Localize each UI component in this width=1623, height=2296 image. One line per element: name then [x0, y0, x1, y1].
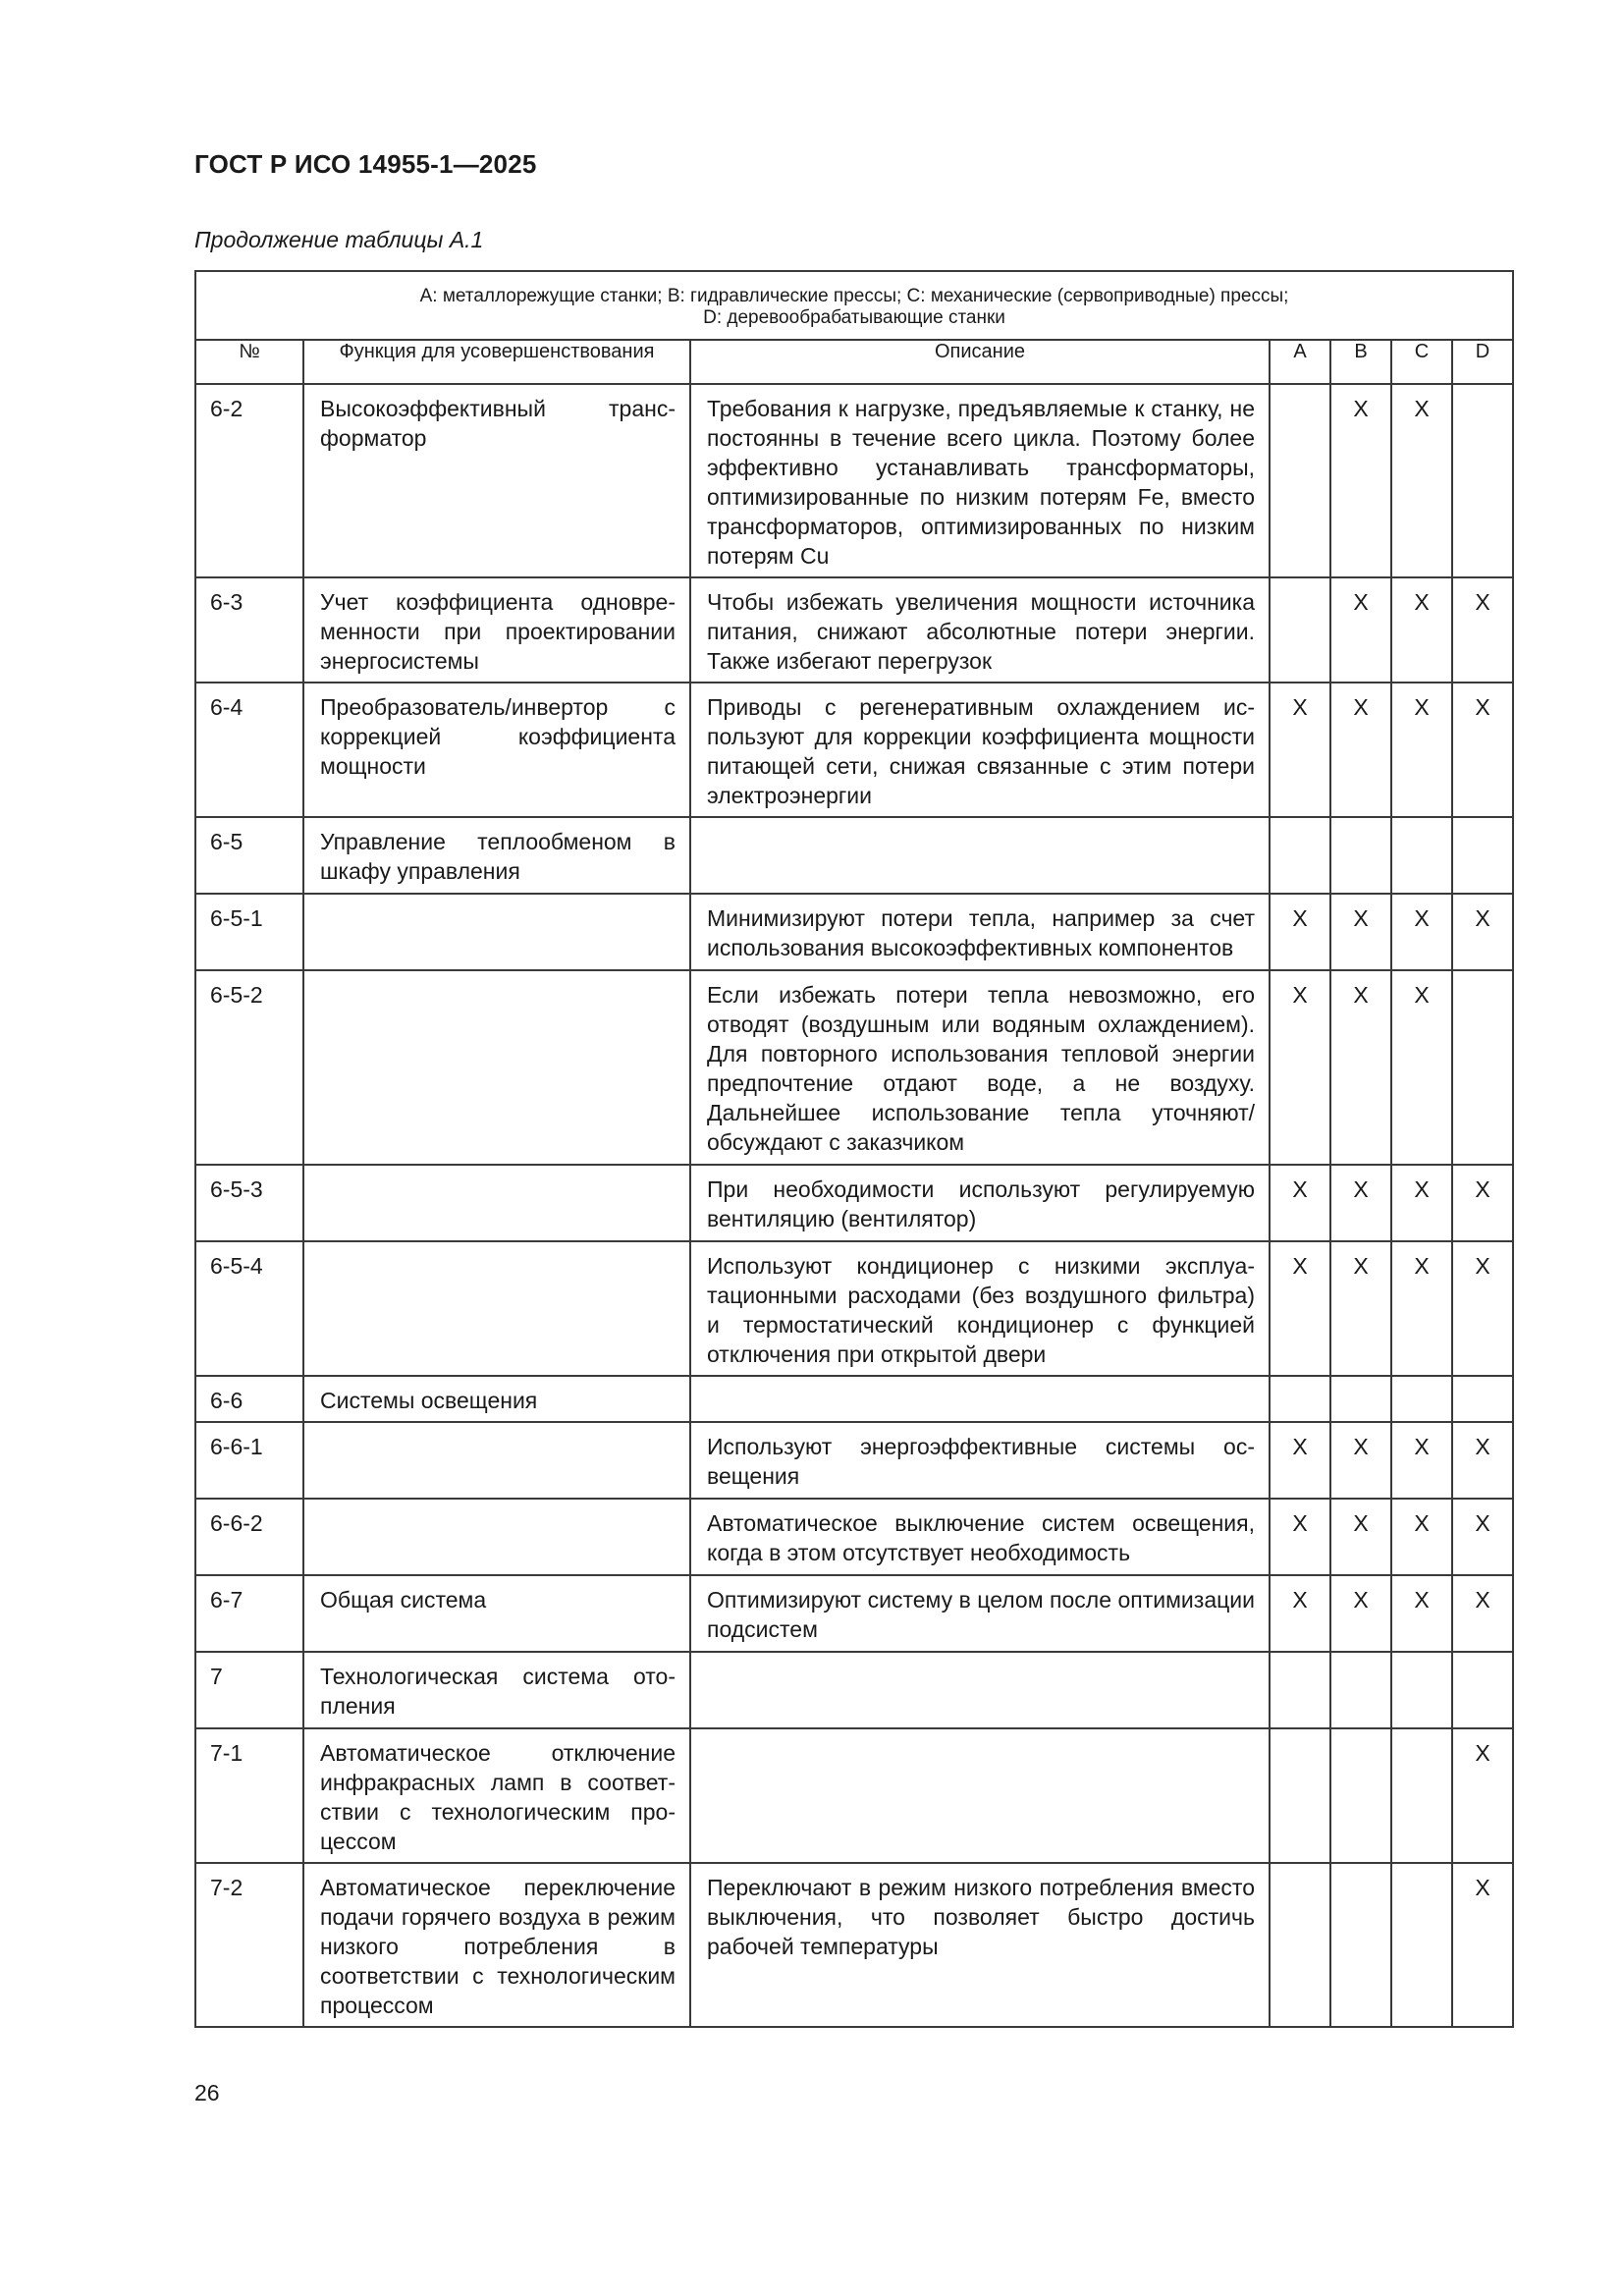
row-function-cell [303, 1376, 690, 1422]
mark-b: X [1353, 694, 1369, 720]
row-function: Технологическая система отопления [320, 1664, 676, 1719]
table-row [195, 384, 1513, 577]
legend-line-1: А: металлорежущие станки; В: гидравлические прессы; С: механические (сервоприводные) прессы; [419, 286, 1289, 306]
mark-d-cell [1452, 1241, 1513, 1376]
mark-d-cell [1452, 817, 1513, 894]
row-description-cell [690, 1165, 1270, 1241]
mark-c-cell [1391, 1652, 1452, 1728]
mark-b-cell [1330, 894, 1391, 970]
row-number: 6-6-1 [210, 1434, 263, 1459]
requirements-table [194, 270, 1514, 2028]
mark-b-cell [1330, 1241, 1391, 1376]
mark-b-cell [1330, 817, 1391, 894]
mark-a [1271, 1729, 1329, 1744]
row-number-cell [195, 1575, 303, 1652]
mark-b-cell [1330, 1863, 1391, 2027]
mark-d-cell [1452, 1652, 1513, 1728]
mark-a [1271, 578, 1329, 593]
mark-a [1271, 1377, 1329, 1392]
table-row [195, 894, 1513, 970]
mark-d [1453, 818, 1512, 833]
mark-d [1453, 1377, 1512, 1392]
mark-c: X [1414, 905, 1430, 931]
mark-c-cell [1391, 970, 1452, 1165]
mark-a: X [1292, 1176, 1308, 1202]
row-function: Системы освещения [320, 1388, 538, 1413]
row-function-cell [303, 894, 690, 970]
mark-d: X [1475, 1434, 1490, 1459]
row-function [304, 971, 689, 986]
row-number-cell [195, 1422, 303, 1499]
mark-d-cell [1452, 1728, 1513, 1863]
row-description: Минимизируют потери тепла, например за счет использования высокоэффективных компонентов [707, 905, 1255, 960]
row-number-cell [195, 970, 303, 1165]
mark-b-cell [1330, 1575, 1391, 1652]
table-row [195, 1241, 1513, 1376]
row-number: 6-2 [210, 396, 243, 421]
mark-b: X [1353, 905, 1369, 931]
mark-c-cell [1391, 683, 1452, 817]
mark-b [1331, 818, 1390, 833]
col-header-description: Описание [690, 340, 1270, 384]
row-description [691, 1729, 1269, 1744]
mark-c [1392, 1653, 1451, 1667]
col-header-c: C [1391, 340, 1452, 384]
table-caption: Продолжение таблицы А.1 [194, 227, 484, 252]
table-row [195, 1499, 1513, 1575]
mark-c-cell [1391, 1376, 1452, 1422]
row-description-cell [690, 1499, 1270, 1575]
mark-c [1392, 1729, 1451, 1744]
mark-b-cell [1330, 1165, 1391, 1241]
row-function-cell [303, 1652, 690, 1728]
row-function: Автоматическое отключение инфракрасных ламп в соответствии с технологическим процессом [320, 1740, 676, 1854]
mark-b-cell [1330, 1376, 1391, 1422]
row-function [304, 895, 689, 909]
col-header-a: A [1270, 340, 1330, 384]
row-number: 6-5-1 [210, 905, 263, 931]
mark-b-cell [1330, 1499, 1391, 1575]
mark-a-cell [1270, 1652, 1330, 1728]
row-function [304, 1500, 689, 1514]
mark-c: X [1414, 1434, 1430, 1459]
mark-c-cell [1391, 1499, 1452, 1575]
mark-a: X [1292, 982, 1308, 1008]
row-number: 7 [210, 1664, 223, 1689]
mark-d: X [1475, 1875, 1490, 1900]
mark-a-cell [1270, 970, 1330, 1165]
mark-a-cell [1270, 1575, 1330, 1652]
row-function-cell [303, 1728, 690, 1863]
row-number: 6-5-3 [210, 1176, 263, 1202]
mark-d-cell [1452, 1575, 1513, 1652]
mark-d: X [1475, 694, 1490, 720]
table-row [195, 683, 1513, 817]
row-function [304, 1423, 689, 1438]
mark-b: X [1353, 396, 1369, 421]
mark-b: X [1353, 1510, 1369, 1536]
row-number: 6-5 [210, 829, 243, 854]
row-description: Если избежать потери тепла невозможно, его отводят (воздушным или водяным охлаждением). Для повторного использования тепловой энергии предпочтение отдают воде, а не воздуху. Дальнейшее использование тепла уточняют/обсуждают с заказчиком [707, 982, 1255, 1155]
row-number: 6-5-4 [210, 1253, 263, 1279]
table-row [195, 1652, 1513, 1728]
mark-c-cell [1391, 817, 1452, 894]
mark-d: X [1475, 905, 1490, 931]
row-number-cell [195, 683, 303, 817]
mark-a [1271, 385, 1329, 400]
row-number-cell [195, 1863, 303, 2027]
mark-c-cell [1391, 1575, 1452, 1652]
mark-c-cell [1391, 384, 1452, 577]
row-function-cell [303, 1863, 690, 2027]
mark-d-cell [1452, 384, 1513, 577]
mark-a: X [1292, 1253, 1308, 1279]
row-function-cell [303, 1499, 690, 1575]
mark-b [1331, 1653, 1390, 1667]
row-function [304, 1242, 689, 1257]
mark-d-cell [1452, 683, 1513, 817]
mark-d-cell [1452, 1165, 1513, 1241]
row-number-cell [195, 1376, 303, 1422]
mark-a-cell [1270, 384, 1330, 577]
mark-c: X [1414, 396, 1430, 421]
mark-c: X [1414, 589, 1430, 615]
mark-a: X [1292, 694, 1308, 720]
row-description [691, 1377, 1269, 1392]
row-function: Автоматическое переключение подачи горячего воздуха в режим низкого потребления в соответствии с технологическим процессом [320, 1875, 676, 2018]
mark-d-cell [1452, 1863, 1513, 2027]
row-number-cell [195, 817, 303, 894]
mark-a-cell [1270, 817, 1330, 894]
row-description-cell [690, 1728, 1270, 1863]
mark-d [1453, 1653, 1512, 1667]
row-number: 7-2 [210, 1875, 243, 1900]
mark-c: X [1414, 1587, 1430, 1613]
mark-a-cell [1270, 894, 1330, 970]
mark-c: X [1414, 694, 1430, 720]
row-number-cell [195, 1165, 303, 1241]
mark-b [1331, 1729, 1390, 1744]
mark-d-cell [1452, 894, 1513, 970]
table-row [195, 1863, 1513, 2027]
mark-a-cell [1270, 1728, 1330, 1863]
row-function: Преобразователь/инвертор с коррекцией коэффициента мощности [320, 694, 676, 779]
mark-b [1331, 1864, 1390, 1879]
mark-a: X [1292, 1587, 1308, 1613]
mark-b [1331, 1377, 1390, 1392]
mark-d-cell [1452, 970, 1513, 1165]
mark-a-cell [1270, 577, 1330, 683]
row-description-cell [690, 894, 1270, 970]
row-number-cell [195, 1652, 303, 1728]
row-description [691, 1653, 1269, 1667]
row-description: Переключают в режим низкого потребления вместо выключения, что позволяет быстро достичь рабочей температуры [707, 1875, 1255, 1959]
mark-d: X [1475, 1740, 1490, 1766]
row-description-cell [690, 384, 1270, 577]
mark-b-cell [1330, 970, 1391, 1165]
row-number: 7-1 [210, 1740, 243, 1766]
mark-a-cell [1270, 1863, 1330, 2027]
mark-d-cell [1452, 1376, 1513, 1422]
table-row [195, 1575, 1513, 1652]
mark-d: X [1475, 1510, 1490, 1536]
row-number: 6-4 [210, 694, 243, 720]
row-function-cell [303, 970, 690, 1165]
mark-d [1453, 385, 1512, 400]
row-function-cell [303, 817, 690, 894]
row-description-cell [690, 577, 1270, 683]
mark-a [1271, 818, 1329, 833]
mark-d: X [1475, 1253, 1490, 1279]
row-number-cell [195, 577, 303, 683]
mark-a: X [1292, 905, 1308, 931]
mark-d: X [1475, 1176, 1490, 1202]
table-row [195, 1728, 1513, 1863]
mark-a [1271, 1653, 1329, 1667]
row-description-cell [690, 1863, 1270, 2027]
row-number-cell [195, 384, 303, 577]
mark-c: X [1414, 982, 1430, 1008]
row-description-cell [690, 683, 1270, 817]
mark-d-cell [1452, 1422, 1513, 1499]
table-row [195, 1376, 1513, 1422]
row-function: Управление теплообменом в шкафу управления [320, 829, 676, 884]
mark-d: X [1475, 1587, 1490, 1613]
row-description-cell [690, 1652, 1270, 1728]
mark-c [1392, 1377, 1451, 1392]
mark-d-cell [1452, 1499, 1513, 1575]
mark-b-cell [1330, 1728, 1391, 1863]
mark-b-cell [1330, 1422, 1391, 1499]
row-description: Используют кондиционер с низкими эксплуатационными расходами (без воздушного фильтра) и термостатический кондиционер с функцией отключения при открытой двери [707, 1253, 1255, 1367]
mark-d-cell [1452, 577, 1513, 683]
row-description-cell [690, 1422, 1270, 1499]
row-number-cell [195, 1241, 303, 1376]
row-function-cell [303, 683, 690, 817]
row-description-cell [690, 817, 1270, 894]
row-function-cell [303, 577, 690, 683]
row-description: Используют энергоэффективные системы освещения [707, 1434, 1255, 1489]
mark-c-cell [1391, 1728, 1452, 1863]
mark-c-cell [1391, 1863, 1452, 2027]
mark-c: X [1414, 1176, 1430, 1202]
mark-b-cell [1330, 577, 1391, 683]
mark-b: X [1353, 1176, 1369, 1202]
table-row [195, 1422, 1513, 1499]
mark-a-cell [1270, 683, 1330, 817]
mark-d: X [1475, 589, 1490, 615]
mark-b: X [1353, 1253, 1369, 1279]
row-function-cell [303, 1241, 690, 1376]
row-description: Чтобы избежать увеличения мощности источника питания, снижают абсолютные потери энергии. Также избегают перегрузок [707, 589, 1255, 674]
mark-a-cell [1270, 1165, 1330, 1241]
mark-b: X [1353, 1434, 1369, 1459]
mark-c-cell [1391, 1422, 1452, 1499]
row-description-cell [690, 1575, 1270, 1652]
mark-b: X [1353, 589, 1369, 615]
page-number: 26 [194, 2080, 220, 2105]
row-description: Оптимизируют систему в целом после оптимизации подсистем [707, 1587, 1255, 1642]
col-header-number: № [195, 340, 303, 384]
mark-b-cell [1330, 683, 1391, 817]
table-row [195, 817, 1513, 894]
table-body [195, 384, 1513, 2027]
mark-d [1453, 971, 1512, 986]
row-description: Требования к нагрузке, предъявляемые к станку, не постоянны в течение всего цикла. Поэтому более эффективно устанавливать трансформаторы, оптимизированные по низким потерям Fe, вместо трансформаторов, оптимизированных по низким потерям Cu [707, 396, 1255, 569]
column-header-row [195, 340, 1513, 384]
mark-a-cell [1270, 1241, 1330, 1376]
mark-c: X [1414, 1510, 1430, 1536]
row-description [691, 818, 1269, 833]
mark-a [1271, 1864, 1329, 1879]
col-header-function: Функция для усовершенствования [303, 340, 690, 384]
table-legend [195, 271, 1513, 340]
row-description-cell [690, 1241, 1270, 1376]
row-description-cell [690, 1376, 1270, 1422]
row-number: 6-3 [210, 589, 243, 615]
row-function [304, 1166, 689, 1180]
col-header-b: B [1330, 340, 1391, 384]
mark-a-cell [1270, 1499, 1330, 1575]
mark-b: X [1353, 1587, 1369, 1613]
mark-c-cell [1391, 1241, 1452, 1376]
row-function-cell [303, 1575, 690, 1652]
row-function-cell [303, 384, 690, 577]
document-title: ГОСТ Р ИСО 14955-1—2025 [194, 149, 537, 179]
row-function: Высокоэффективный трансформатор [320, 396, 676, 451]
mark-a-cell [1270, 1422, 1330, 1499]
row-function: Учет коэффициента одновременности при проектировании энергосистемы [320, 589, 676, 674]
row-description-cell [690, 970, 1270, 1165]
mark-c [1392, 1864, 1451, 1879]
mark-c [1392, 818, 1451, 833]
row-description: Приводы с регенеративным охлаждением используют для коррекции коэффициента мощности питающей сети, снижая связанные с этим потери электроэнергии [707, 694, 1255, 808]
table-row [195, 1165, 1513, 1241]
row-number-cell [195, 1728, 303, 1863]
legend-line-2: D: деревообрабатывающие станки [703, 307, 1005, 328]
table-row [195, 970, 1513, 1165]
mark-a: X [1292, 1434, 1308, 1459]
row-number-cell [195, 1499, 303, 1575]
col-header-d: D [1452, 340, 1513, 384]
row-number: 6-6 [210, 1388, 243, 1413]
row-number: 6-7 [210, 1587, 243, 1613]
row-number-cell [195, 894, 303, 970]
mark-b-cell [1330, 384, 1391, 577]
row-description: При необходимости используют регулируемую вентиляцию (вентилятор) [707, 1176, 1255, 1231]
mark-c-cell [1391, 894, 1452, 970]
mark-a: X [1292, 1510, 1308, 1536]
mark-c-cell [1391, 577, 1452, 683]
row-number: 6-5-2 [210, 982, 263, 1008]
row-function: Общая система [320, 1587, 487, 1613]
mark-a-cell [1270, 1376, 1330, 1422]
row-function-cell [303, 1422, 690, 1499]
row-description: Автоматическое выключение систем освещения, когда в этом отсутствует необходимость [707, 1510, 1255, 1565]
mark-c-cell [1391, 1165, 1452, 1241]
row-function-cell [303, 1165, 690, 1241]
mark-c: X [1414, 1253, 1430, 1279]
table-row [195, 577, 1513, 683]
row-number: 6-6-2 [210, 1510, 263, 1536]
mark-b-cell [1330, 1652, 1391, 1728]
mark-b: X [1353, 982, 1369, 1008]
